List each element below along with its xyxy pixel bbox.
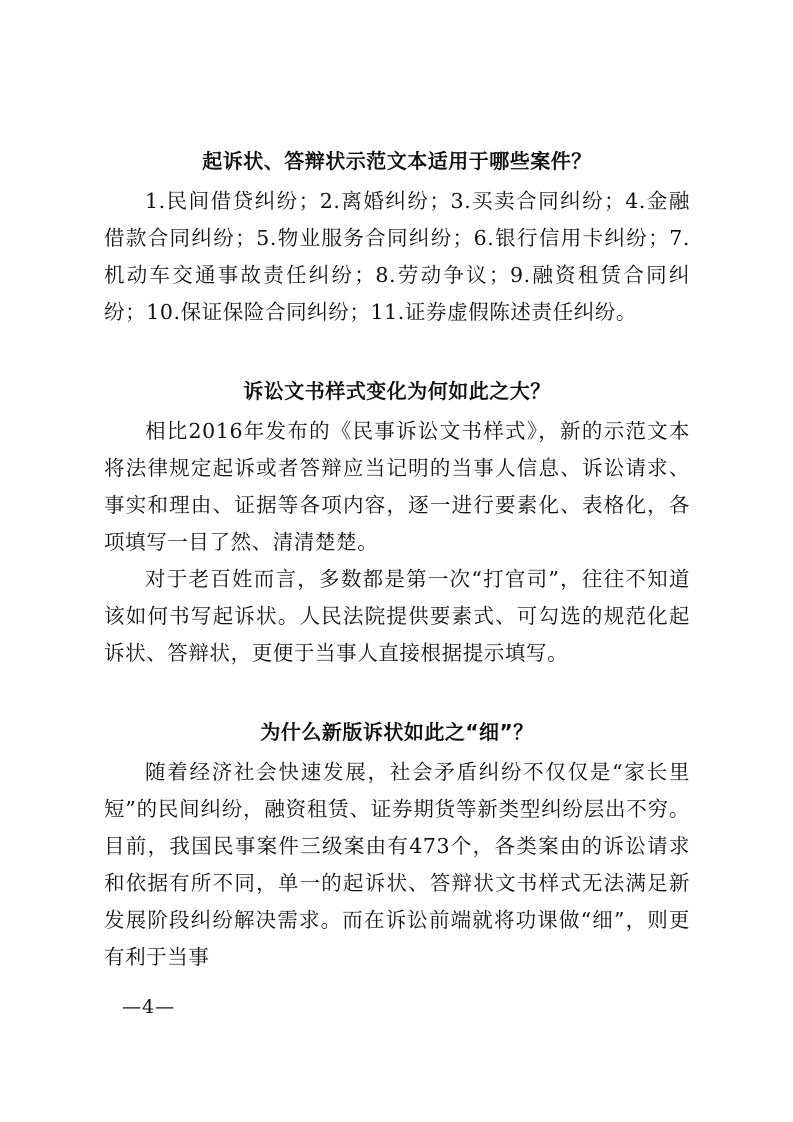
- document-body: [104, 143, 690, 976]
- section-heading: 起诉状、答辩状示范文本适用于哪些案件？: [202, 149, 592, 173]
- section-heading: 为什么新版诉状如此之“细”？: [260, 720, 534, 744]
- section-spacer: [104, 672, 690, 714]
- paragraph: 1.民间借贷纠纷；2.离婚纠纷；3.买卖合同纠纷；4.金融借款合同纠纷；5.物业服务合同纠纷；6.银行信用卡纠纷；7.机动车交通事故责任纠纷；8.劳动争议；9.融资租赁合同纠纷；10.保证保险合同纠纷；11.证券虚假陈述责任纠纷。: [104, 189, 690, 324]
- section-applicable-cases: [104, 143, 690, 331]
- section-format-changes: [104, 373, 690, 672]
- paragraph: 相比2016年发布的《民事诉讼文书样式》，新的示范文本将法律规定起诉或者答辩应当记明的当事人信息、诉讼请求、事实和理由、证据等各项内容，逐一进行要素化、表格化，各项填写一目了然、清清楚楚。: [104, 419, 690, 554]
- section-why-detailed: [104, 714, 690, 976]
- section-heading: 诉讼文书样式变化为何如此之大？: [243, 379, 551, 403]
- page-number: —4—: [122, 996, 176, 1018]
- paragraph: 对于老百姓而言，多数都是第一次“打官司”，往往不知道该如何书写起诉状。人民法院提供要素式、可勾选的规范化起诉状、答辩状，更便于当事人直接根据提示填写。: [104, 567, 690, 665]
- section-spacer: [104, 331, 690, 373]
- paragraph: 随着经济社会快速发展，社会矛盾纠纷不仅仅是“家长里短”的民间纠纷，融资租赁、证券期货等新类型纠纷层出不穷。目前，我国民事案件三级案由有473个，各类案由的诉讼请求和依据有所不同，单一的起诉状、答辩状文书样式无法满足新发展阶段纠纷解决需求。而在诉讼前端就将功课做“细”，则更有利于当事: [104, 760, 690, 969]
